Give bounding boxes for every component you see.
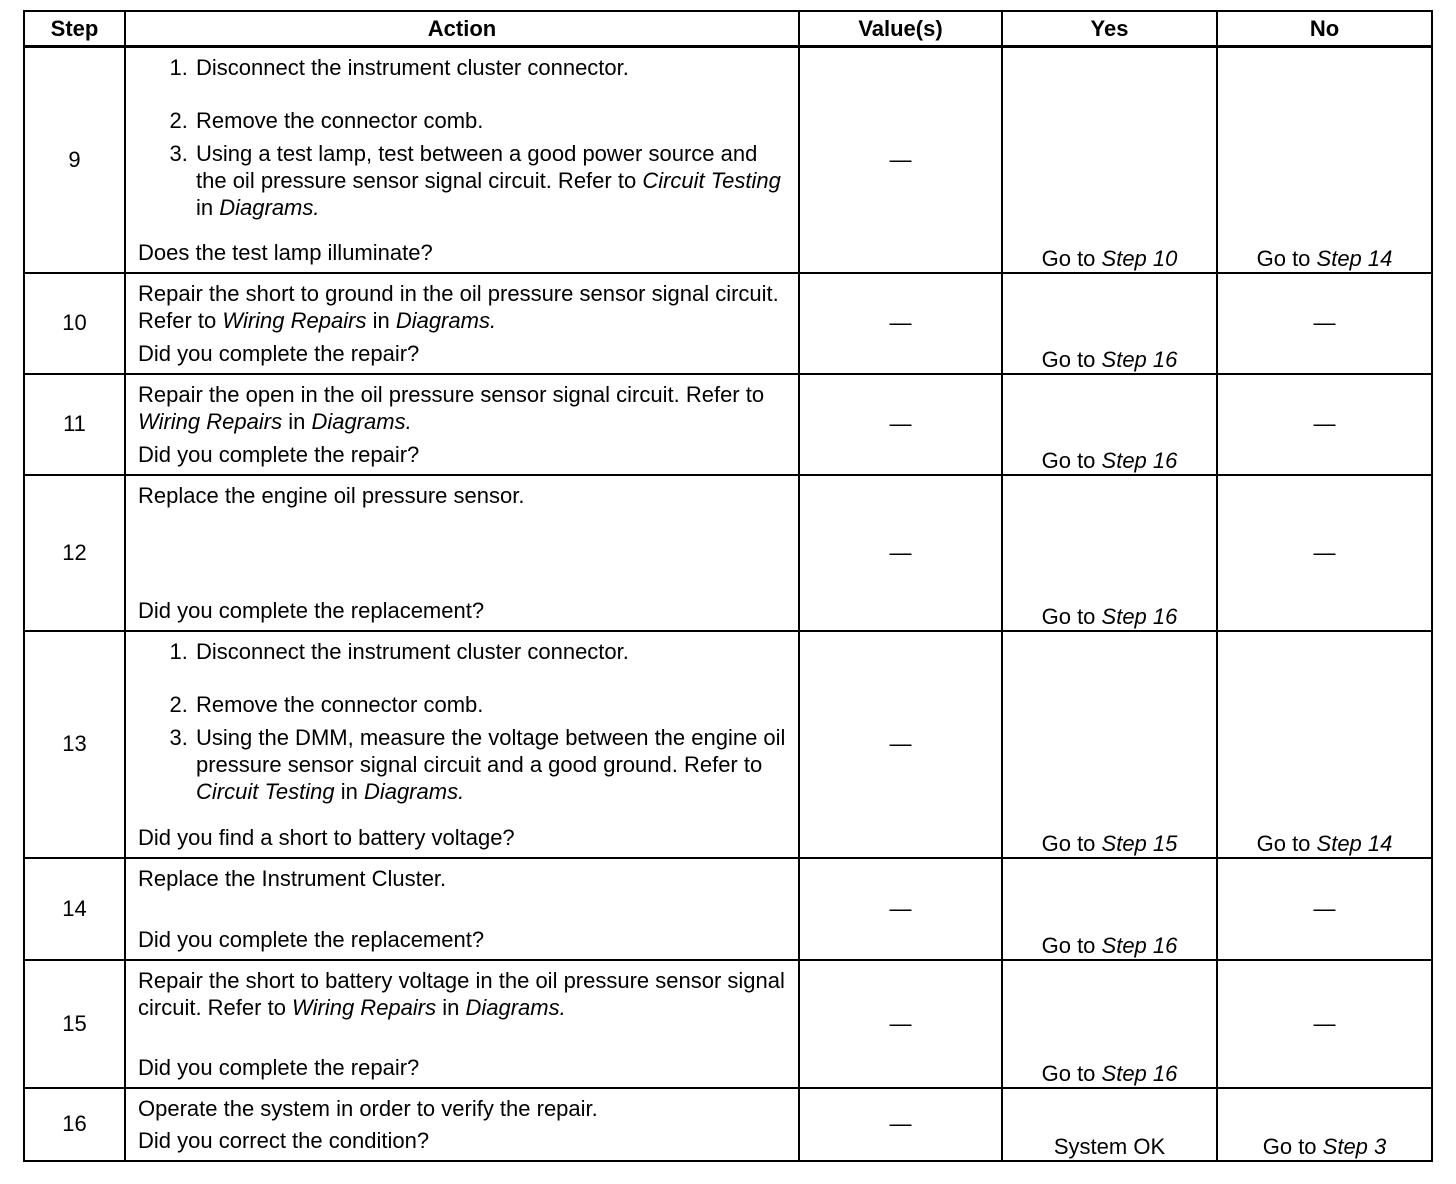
reference-link: Wiring Repairs xyxy=(138,408,283,434)
action-step: 1. Disconnect the instrument cluster connector. xyxy=(194,54,790,81)
value-cell: — xyxy=(799,47,1002,273)
action-cell xyxy=(125,47,799,273)
header-values: Value(s) xyxy=(799,11,1002,47)
yes-cell: System OK xyxy=(1002,1088,1217,1161)
reference-link: Wiring Repairs xyxy=(292,994,437,1020)
action-question: Did you find a short to battery voltage? xyxy=(138,824,515,850)
action-question: Did you complete the repair? xyxy=(138,340,420,366)
action-text: Repair the open in the oil pressure sensor signal circuit. Refer to xyxy=(138,381,765,407)
action-question: Did you correct the condition? xyxy=(138,1128,430,1153)
yes-cell xyxy=(1002,631,1217,857)
action-question: Does the test lamp illuminate? xyxy=(138,239,433,265)
diagnostic-table xyxy=(23,10,1433,1162)
value-cell: — xyxy=(799,960,1002,1088)
step-number: 12 xyxy=(24,475,125,631)
goto-step: Step 16 xyxy=(1101,1060,1178,1086)
no-cell xyxy=(1217,47,1432,273)
action-cell xyxy=(125,1088,799,1161)
yes-cell xyxy=(1002,273,1217,374)
action-question: Did you complete the replacement? xyxy=(138,926,485,952)
step-number: 14 xyxy=(24,858,125,960)
action-question: Did you complete the repair? xyxy=(138,1054,420,1080)
value-cell: — xyxy=(799,1088,1002,1161)
value-cell: — xyxy=(799,374,1002,475)
table-row xyxy=(24,1088,1432,1161)
reference-link: Diagrams. xyxy=(395,307,497,333)
yes-cell xyxy=(1002,374,1217,475)
no-cell: — xyxy=(1217,374,1432,475)
step-number: 11 xyxy=(24,374,125,475)
action-instruction xyxy=(138,381,790,435)
value-cell: — xyxy=(799,273,1002,374)
table-row xyxy=(24,631,1432,857)
value-cell: — xyxy=(799,631,1002,857)
action-instruction xyxy=(138,967,790,1021)
action-text: in xyxy=(196,195,220,220)
action-instruction: Replace the Instrument Cluster. xyxy=(138,865,447,891)
goto-text: Go to xyxy=(1041,245,1102,271)
goto-text: Go to xyxy=(1041,1060,1102,1086)
action-cell xyxy=(125,475,799,631)
reference-link: Diagrams. xyxy=(311,408,412,434)
action-cell xyxy=(125,273,799,374)
goto-text: Go to xyxy=(1256,830,1317,856)
step-number: 10 xyxy=(24,273,125,374)
header-step: Step xyxy=(24,11,125,47)
goto-step: Step 14 xyxy=(1316,245,1393,271)
goto-step: Step 16 xyxy=(1101,932,1178,958)
action-question: Did you complete the repair? xyxy=(138,442,420,468)
goto-text: Go to xyxy=(1041,346,1102,372)
action-cell xyxy=(125,631,799,857)
goto-text: Go to xyxy=(1041,830,1102,856)
goto-step: Step 3 xyxy=(1322,1134,1387,1159)
action-cell xyxy=(125,374,799,475)
reference-link: Diagrams. xyxy=(219,195,320,220)
yes-cell xyxy=(1002,47,1217,273)
yes-cell xyxy=(1002,475,1217,631)
no-cell: — xyxy=(1217,273,1432,374)
goto-step: Step 16 xyxy=(1101,346,1178,372)
goto-step: Step 16 xyxy=(1101,448,1178,474)
yes-cell xyxy=(1002,960,1217,1088)
goto-step: Step 15 xyxy=(1101,830,1178,856)
value-cell: — xyxy=(799,475,1002,631)
action-cell xyxy=(125,858,799,960)
action-text: in xyxy=(366,307,396,333)
step-number: 15 xyxy=(24,960,125,1088)
action-text: Using the DMM, measure the voltage between the engine oil pressure sensor signal circuit and a good ground. Refer to xyxy=(196,725,786,778)
value-cell: — xyxy=(799,858,1002,960)
no-cell: — xyxy=(1217,960,1432,1088)
reference-link: Diagrams. xyxy=(363,779,465,805)
reference-link: Circuit Testing xyxy=(642,168,781,193)
header-row xyxy=(24,11,1432,47)
action-step xyxy=(194,140,790,221)
no-cell: — xyxy=(1217,858,1432,960)
action-text: Using a test lamp, test between a good power source and the oil pressure sensor signal circuit. Refer to xyxy=(196,141,758,193)
no-cell: — xyxy=(1217,475,1432,631)
action-question: Did you complete the replacement? xyxy=(138,598,485,624)
action-instruction xyxy=(138,280,790,334)
action-instruction: Operate the system in order to verify the repair. xyxy=(138,1095,598,1121)
action-step: 2. Remove the connector comb. xyxy=(194,691,790,718)
no-cell xyxy=(1217,1088,1432,1161)
action-step: 2. Remove the connector comb. xyxy=(194,107,790,134)
action-text: in xyxy=(436,994,466,1020)
action-text: Repair the short to ground in the oil pressure sensor signal circuit. Refer to xyxy=(138,280,779,333)
goto-text: Go to xyxy=(1041,604,1102,630)
header-action: Action xyxy=(125,11,799,47)
goto-text: Go to xyxy=(1262,1134,1323,1159)
table-row xyxy=(24,47,1432,273)
table-row xyxy=(24,273,1432,374)
action-instruction: Replace the engine oil pressure sensor. xyxy=(138,483,525,509)
action-text: in xyxy=(282,408,312,434)
step-number: 16 xyxy=(24,1088,125,1161)
table-row xyxy=(24,960,1432,1088)
action-step: 1. Disconnect the instrument cluster connector. xyxy=(194,638,790,665)
goto-text: Go to xyxy=(1041,448,1102,474)
no-cell xyxy=(1217,631,1432,857)
table-row xyxy=(24,374,1432,475)
header-no: No xyxy=(1217,11,1432,47)
action-text: in xyxy=(334,779,364,805)
goto-step: Step 16 xyxy=(1101,604,1178,630)
header-yes: Yes xyxy=(1002,11,1217,47)
action-cell xyxy=(125,960,799,1088)
action-steps-list xyxy=(138,638,790,805)
action-step xyxy=(194,724,790,805)
reference-link: Diagrams. xyxy=(465,994,566,1020)
reference-link: Wiring Repairs xyxy=(222,307,367,333)
action-steps-list xyxy=(138,54,790,221)
action-text: Repair the short to battery voltage in the oil pressure sensor signal circuit. Refer to xyxy=(138,967,785,1020)
reference-link: Circuit Testing xyxy=(196,779,335,805)
step-number: 13 xyxy=(24,631,125,857)
goto-step: Step 10 xyxy=(1101,245,1178,271)
step-number: 9 xyxy=(24,47,125,273)
goto-step: Step 14 xyxy=(1316,830,1393,856)
goto-text: Go to xyxy=(1041,932,1102,958)
yes-cell xyxy=(1002,858,1217,960)
table-row xyxy=(24,858,1432,960)
goto-text: Go to xyxy=(1256,245,1317,271)
table-row xyxy=(24,475,1432,631)
